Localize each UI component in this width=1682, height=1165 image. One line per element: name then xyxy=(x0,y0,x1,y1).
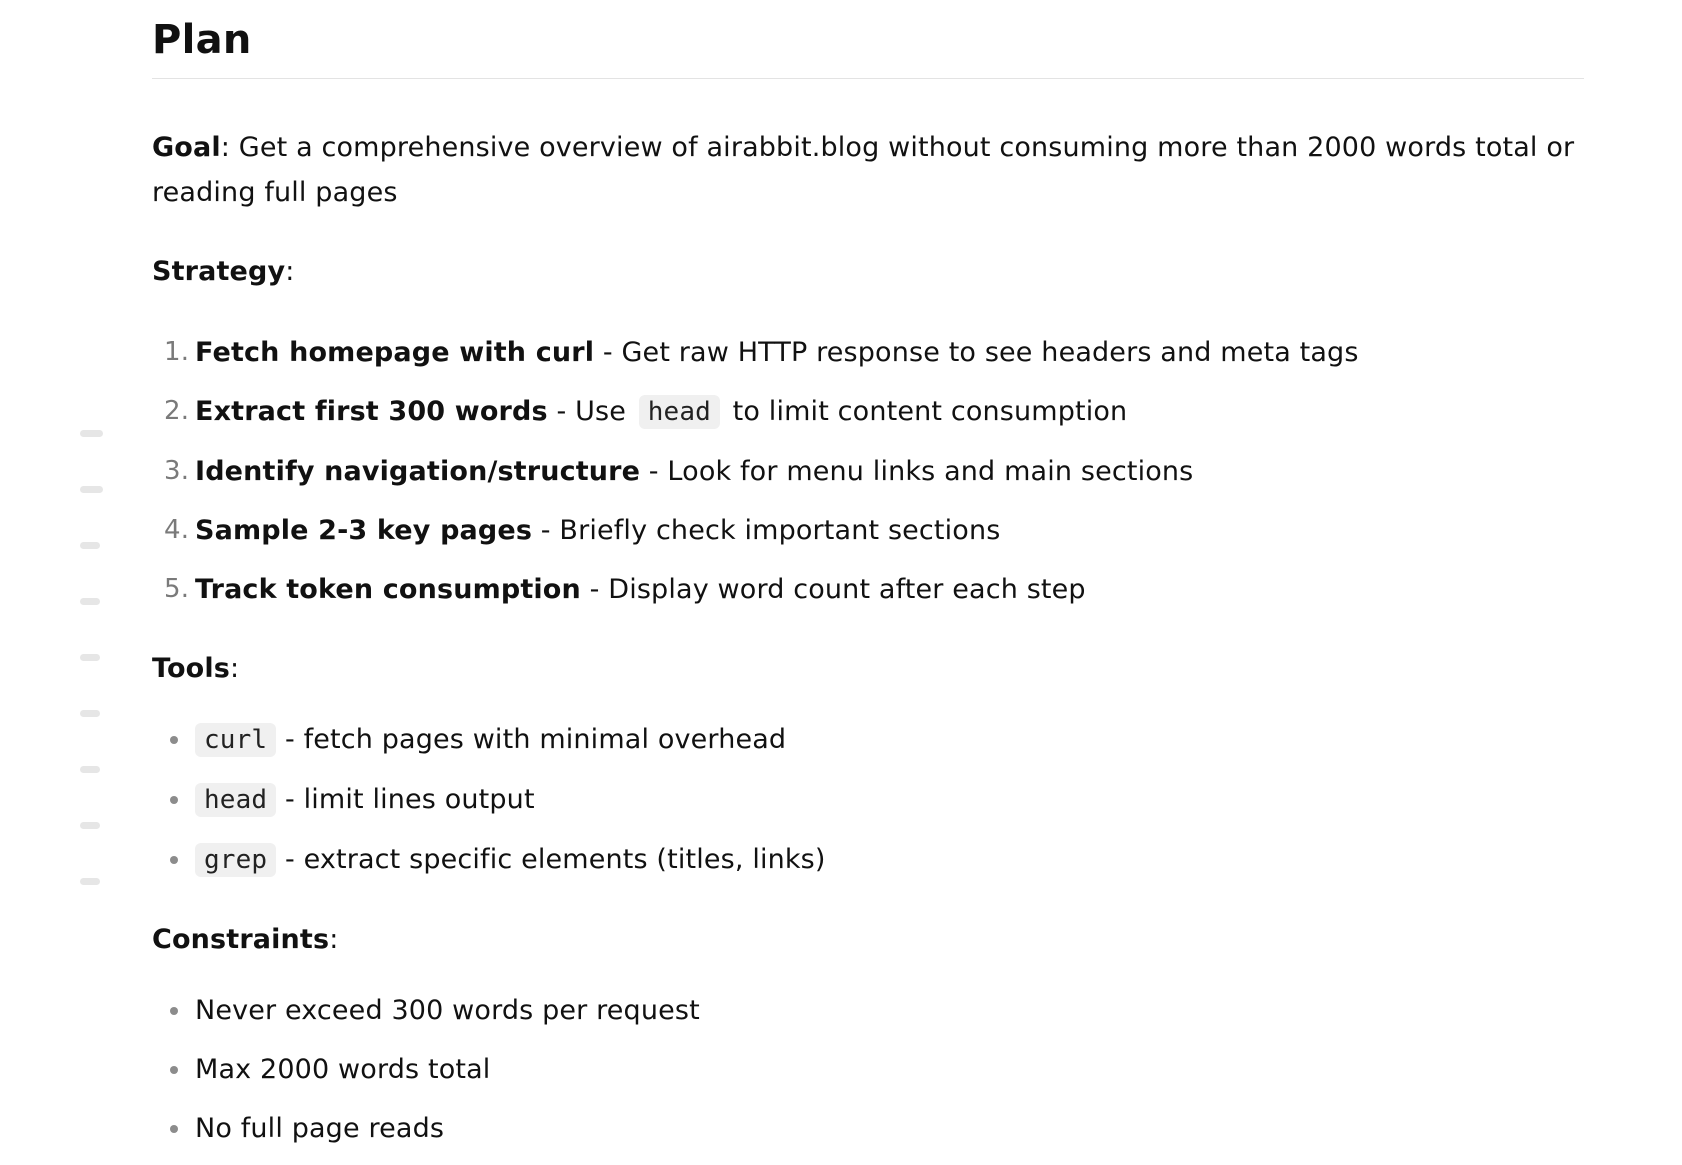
step-title: Identify navigation/structure xyxy=(195,456,641,487)
strategy-step xyxy=(152,330,1584,375)
strategy-step xyxy=(152,449,1584,494)
constraint-text: Max 2000 words total xyxy=(195,1054,491,1085)
constraints-label: Constraints xyxy=(152,924,330,955)
minimap-tick[interactable] xyxy=(80,766,100,773)
strategy-step xyxy=(152,508,1584,553)
step-title: Fetch homepage with curl xyxy=(195,337,595,368)
tools-heading: Tools: xyxy=(152,653,240,684)
goal-label: Goal xyxy=(152,132,221,163)
strategy-step xyxy=(152,567,1584,612)
step-title: Extract first 300 words xyxy=(195,396,548,427)
strategy-step xyxy=(152,389,1584,435)
bullet-icon xyxy=(170,796,178,804)
tools-label: Tools xyxy=(152,653,231,684)
document-content xyxy=(152,0,1584,1165)
tool-description: - fetch pages with minimal overhead xyxy=(276,724,787,755)
inline-code-head: head xyxy=(639,395,720,429)
step-description: - Display word count after each step xyxy=(580,574,1086,605)
constraints-list xyxy=(152,988,1584,1151)
step-title: Track token consumption xyxy=(195,574,581,605)
minimap-tick[interactable] xyxy=(80,598,100,605)
constraint-text: Never exceed 300 words per request xyxy=(195,995,700,1026)
step-number: 4. xyxy=(164,515,190,545)
minimap-tick[interactable] xyxy=(80,822,100,829)
minimap-tick[interactable] xyxy=(80,542,100,549)
inline-code-grep: grep xyxy=(195,843,276,877)
bullet-icon xyxy=(170,736,178,744)
step-description: - Look for menu links and main sections xyxy=(640,456,1194,487)
step-number: 2. xyxy=(164,396,190,426)
step-description: - Get raw HTTP response to see headers and meta tags xyxy=(594,337,1359,368)
tool-item xyxy=(152,717,1584,763)
constraint-item xyxy=(152,1106,1584,1151)
tool-description: - extract specific elements (titles, links) xyxy=(276,844,826,875)
step-description: - Briefly check important sections xyxy=(532,515,1001,546)
step-number: 1. xyxy=(164,337,190,367)
minimap-tick[interactable] xyxy=(80,710,100,717)
page-title: Plan xyxy=(152,0,1584,79)
tool-description: - limit lines output xyxy=(276,784,535,815)
tool-item xyxy=(152,837,1584,883)
inline-code-curl: curl xyxy=(195,723,276,757)
step-number: 5. xyxy=(164,574,190,604)
constraint-item xyxy=(152,1047,1584,1092)
constraints-heading: Constraints: xyxy=(152,924,339,955)
constraint-item xyxy=(152,988,1584,1033)
bullet-icon xyxy=(170,856,178,864)
strategy-label: Strategy xyxy=(152,256,286,287)
constraint-text: No full page reads xyxy=(195,1113,445,1144)
minimap-tick[interactable] xyxy=(80,878,100,885)
minimap-tick[interactable] xyxy=(80,654,100,661)
tools-list xyxy=(152,717,1584,883)
goal-paragraph xyxy=(152,125,1584,215)
step-description: - Use xyxy=(547,396,635,427)
step-number: 3. xyxy=(164,456,190,486)
step-title: Sample 2-3 key pages xyxy=(195,515,533,546)
strategy-heading: Strategy: xyxy=(152,256,295,287)
minimap-tick[interactable] xyxy=(80,430,103,437)
goal-text: : Get a comprehensive overview of airabbit.blog without consuming more than 2000 words total or reading full pages xyxy=(152,132,1575,208)
inline-code-head: head xyxy=(195,783,276,817)
bullet-icon xyxy=(170,1125,178,1133)
bullet-icon xyxy=(170,1066,178,1074)
strategy-steps-list xyxy=(152,330,1584,612)
minimap-tick[interactable] xyxy=(80,486,103,493)
bullet-icon xyxy=(170,1007,178,1015)
document-minimap[interactable] xyxy=(80,430,104,934)
tool-item xyxy=(152,777,1584,823)
step-description-suffix: to limit content consumption xyxy=(723,396,1128,427)
